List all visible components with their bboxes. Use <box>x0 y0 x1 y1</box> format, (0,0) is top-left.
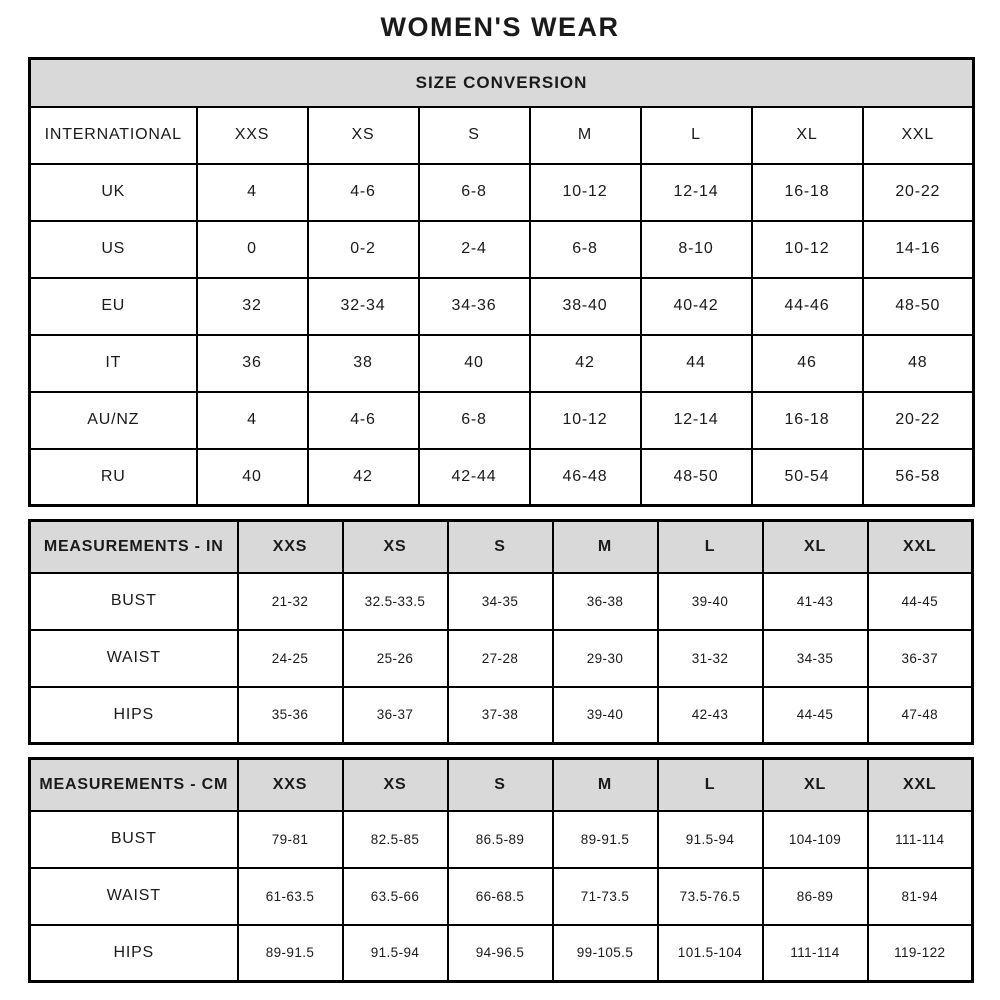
column-header-xxs: XXS <box>197 107 308 164</box>
table-row-waist-in <box>30 630 973 687</box>
cell: 39-40 <box>658 573 763 630</box>
table-row-waist-cm <box>30 868 973 925</box>
cell: 86-89 <box>763 868 868 925</box>
cell: 91.5-94 <box>343 925 448 982</box>
cell: 36-37 <box>868 630 973 687</box>
cell: 21-32 <box>238 573 343 630</box>
cell: 48-50 <box>863 278 974 335</box>
size-header-xs: XS <box>343 521 448 573</box>
cell: 2-4 <box>419 221 530 278</box>
table-row-hips-cm <box>30 925 973 982</box>
cell: 104-109 <box>763 811 868 868</box>
measurements-in-table <box>28 519 974 745</box>
table-row-eu <box>30 278 974 335</box>
row-label: US <box>30 221 197 278</box>
column-header-l: L <box>641 107 752 164</box>
table-row-us <box>30 221 974 278</box>
cell: 99-105.5 <box>553 925 658 982</box>
cell: 46 <box>752 335 863 392</box>
cell: 81-94 <box>868 868 973 925</box>
row-label: EU <box>30 278 197 335</box>
table-row-uk <box>30 164 974 221</box>
cell: 27-28 <box>448 630 553 687</box>
cell: 14-16 <box>863 221 974 278</box>
cell: 34-35 <box>763 630 868 687</box>
cell: 16-18 <box>752 392 863 449</box>
cell: 16-18 <box>752 164 863 221</box>
cell: 38 <box>308 335 419 392</box>
cell: 119-122 <box>868 925 973 982</box>
row-label: WAIST <box>30 868 238 925</box>
cell: 44 <box>641 335 752 392</box>
size-header-m: M <box>553 759 658 811</box>
cell: 6-8 <box>419 164 530 221</box>
cell: 91.5-94 <box>658 811 763 868</box>
cell: 29-30 <box>553 630 658 687</box>
table-row-hips-in <box>30 687 973 744</box>
cell: 86.5-89 <box>448 811 553 868</box>
row-label: UK <box>30 164 197 221</box>
cell: 101.5-104 <box>658 925 763 982</box>
size-header-xxl: XXL <box>868 759 973 811</box>
size-header-m: M <box>553 521 658 573</box>
cell: 32.5-33.5 <box>343 573 448 630</box>
cell: 36-37 <box>343 687 448 744</box>
row-label: WAIST <box>30 630 238 687</box>
cell: 42 <box>530 335 641 392</box>
cell: 38-40 <box>530 278 641 335</box>
cell: 8-10 <box>641 221 752 278</box>
measurements-cm-header-row <box>30 759 973 811</box>
cell: 4 <box>197 392 308 449</box>
column-header-xxl: XXL <box>863 107 974 164</box>
size-header-xs: XS <box>343 759 448 811</box>
cell: 4-6 <box>308 392 419 449</box>
cell: 20-22 <box>863 164 974 221</box>
row-label: AU/NZ <box>30 392 197 449</box>
cell: 32-34 <box>308 278 419 335</box>
cell: 94-96.5 <box>448 925 553 982</box>
cell: 4 <box>197 164 308 221</box>
table-row-aunz <box>30 392 974 449</box>
column-header-m: M <box>530 107 641 164</box>
cell: 82.5-85 <box>343 811 448 868</box>
cell: 42 <box>308 449 419 506</box>
cell: 48 <box>863 335 974 392</box>
size-header-xxl: XXL <box>868 521 973 573</box>
size-header-xxs: XXS <box>238 759 343 811</box>
cell: 34-36 <box>419 278 530 335</box>
cell: 20-22 <box>863 392 974 449</box>
column-header-xl: XL <box>752 107 863 164</box>
column-header-s: S <box>419 107 530 164</box>
size-header-xl: XL <box>763 521 868 573</box>
cell: 44-45 <box>763 687 868 744</box>
cell: 34-35 <box>448 573 553 630</box>
cell: 56-58 <box>863 449 974 506</box>
size-conversion-table <box>28 57 975 507</box>
cell: 6-8 <box>530 221 641 278</box>
cell: 0 <box>197 221 308 278</box>
cell: 73.5-76.5 <box>658 868 763 925</box>
cell: 10-12 <box>752 221 863 278</box>
cell: 41-43 <box>763 573 868 630</box>
cell: 44-45 <box>868 573 973 630</box>
cell: 111-114 <box>763 925 868 982</box>
cell: 111-114 <box>868 811 973 868</box>
page-title: WOMEN'S WEAR <box>380 12 620 42</box>
cell: 12-14 <box>641 164 752 221</box>
column-header-international: INTERNATIONAL <box>30 107 197 164</box>
row-label: HIPS <box>30 925 238 982</box>
cell: 6-8 <box>419 392 530 449</box>
cell: 31-32 <box>658 630 763 687</box>
cell: 25-26 <box>343 630 448 687</box>
measurements-in-header-row <box>30 521 973 573</box>
cell: 71-73.5 <box>553 868 658 925</box>
cell: 63.5-66 <box>343 868 448 925</box>
cell: 39-40 <box>553 687 658 744</box>
cell: 66-68.5 <box>448 868 553 925</box>
row-label: BUST <box>30 573 238 630</box>
table-row-it <box>30 335 974 392</box>
spacer <box>28 745 972 757</box>
measurements-cm-table <box>28 757 974 983</box>
cell: 35-36 <box>238 687 343 744</box>
cell: 89-91.5 <box>553 811 658 868</box>
cell: 10-12 <box>530 392 641 449</box>
size-conversion-header-row <box>30 59 974 107</box>
row-label: RU <box>30 449 197 506</box>
size-header-xxs: XXS <box>238 521 343 573</box>
size-header-xl: XL <box>763 759 868 811</box>
cell: 40 <box>419 335 530 392</box>
column-header-xs: XS <box>308 107 419 164</box>
cell: 36-38 <box>553 573 658 630</box>
cell: 10-12 <box>530 164 641 221</box>
cell: 46-48 <box>530 449 641 506</box>
size-conversion-columns-row <box>30 107 974 164</box>
cell: 79-81 <box>238 811 343 868</box>
row-label: HIPS <box>30 687 238 744</box>
table-row-bust-cm <box>30 811 973 868</box>
cell: 40 <box>197 449 308 506</box>
size-header-l: L <box>658 521 763 573</box>
spacer <box>28 507 972 519</box>
row-label: BUST <box>30 811 238 868</box>
cell: 0-2 <box>308 221 419 278</box>
cell: 48-50 <box>641 449 752 506</box>
size-header-s: S <box>448 759 553 811</box>
cell: 89-91.5 <box>238 925 343 982</box>
cell: 42-43 <box>658 687 763 744</box>
cell: 50-54 <box>752 449 863 506</box>
row-label: IT <box>30 335 197 392</box>
cell: 61-63.5 <box>238 868 343 925</box>
cell: 12-14 <box>641 392 752 449</box>
cell: 36 <box>197 335 308 392</box>
table-row-ru <box>30 449 974 506</box>
measurements-in-header: MEASUREMENTS - IN <box>30 521 238 573</box>
size-conversion-header: SIZE CONVERSION <box>30 59 974 107</box>
cell: 24-25 <box>238 630 343 687</box>
cell: 47-48 <box>868 687 973 744</box>
cell: 42-44 <box>419 449 530 506</box>
size-header-s: S <box>448 521 553 573</box>
cell: 37-38 <box>448 687 553 744</box>
cell: 32 <box>197 278 308 335</box>
cell: 44-46 <box>752 278 863 335</box>
measurements-cm-header: MEASUREMENTS - CM <box>30 759 238 811</box>
cell: 40-42 <box>641 278 752 335</box>
size-header-l: L <box>658 759 763 811</box>
cell: 4-6 <box>308 164 419 221</box>
table-row-bust-in <box>30 573 973 630</box>
